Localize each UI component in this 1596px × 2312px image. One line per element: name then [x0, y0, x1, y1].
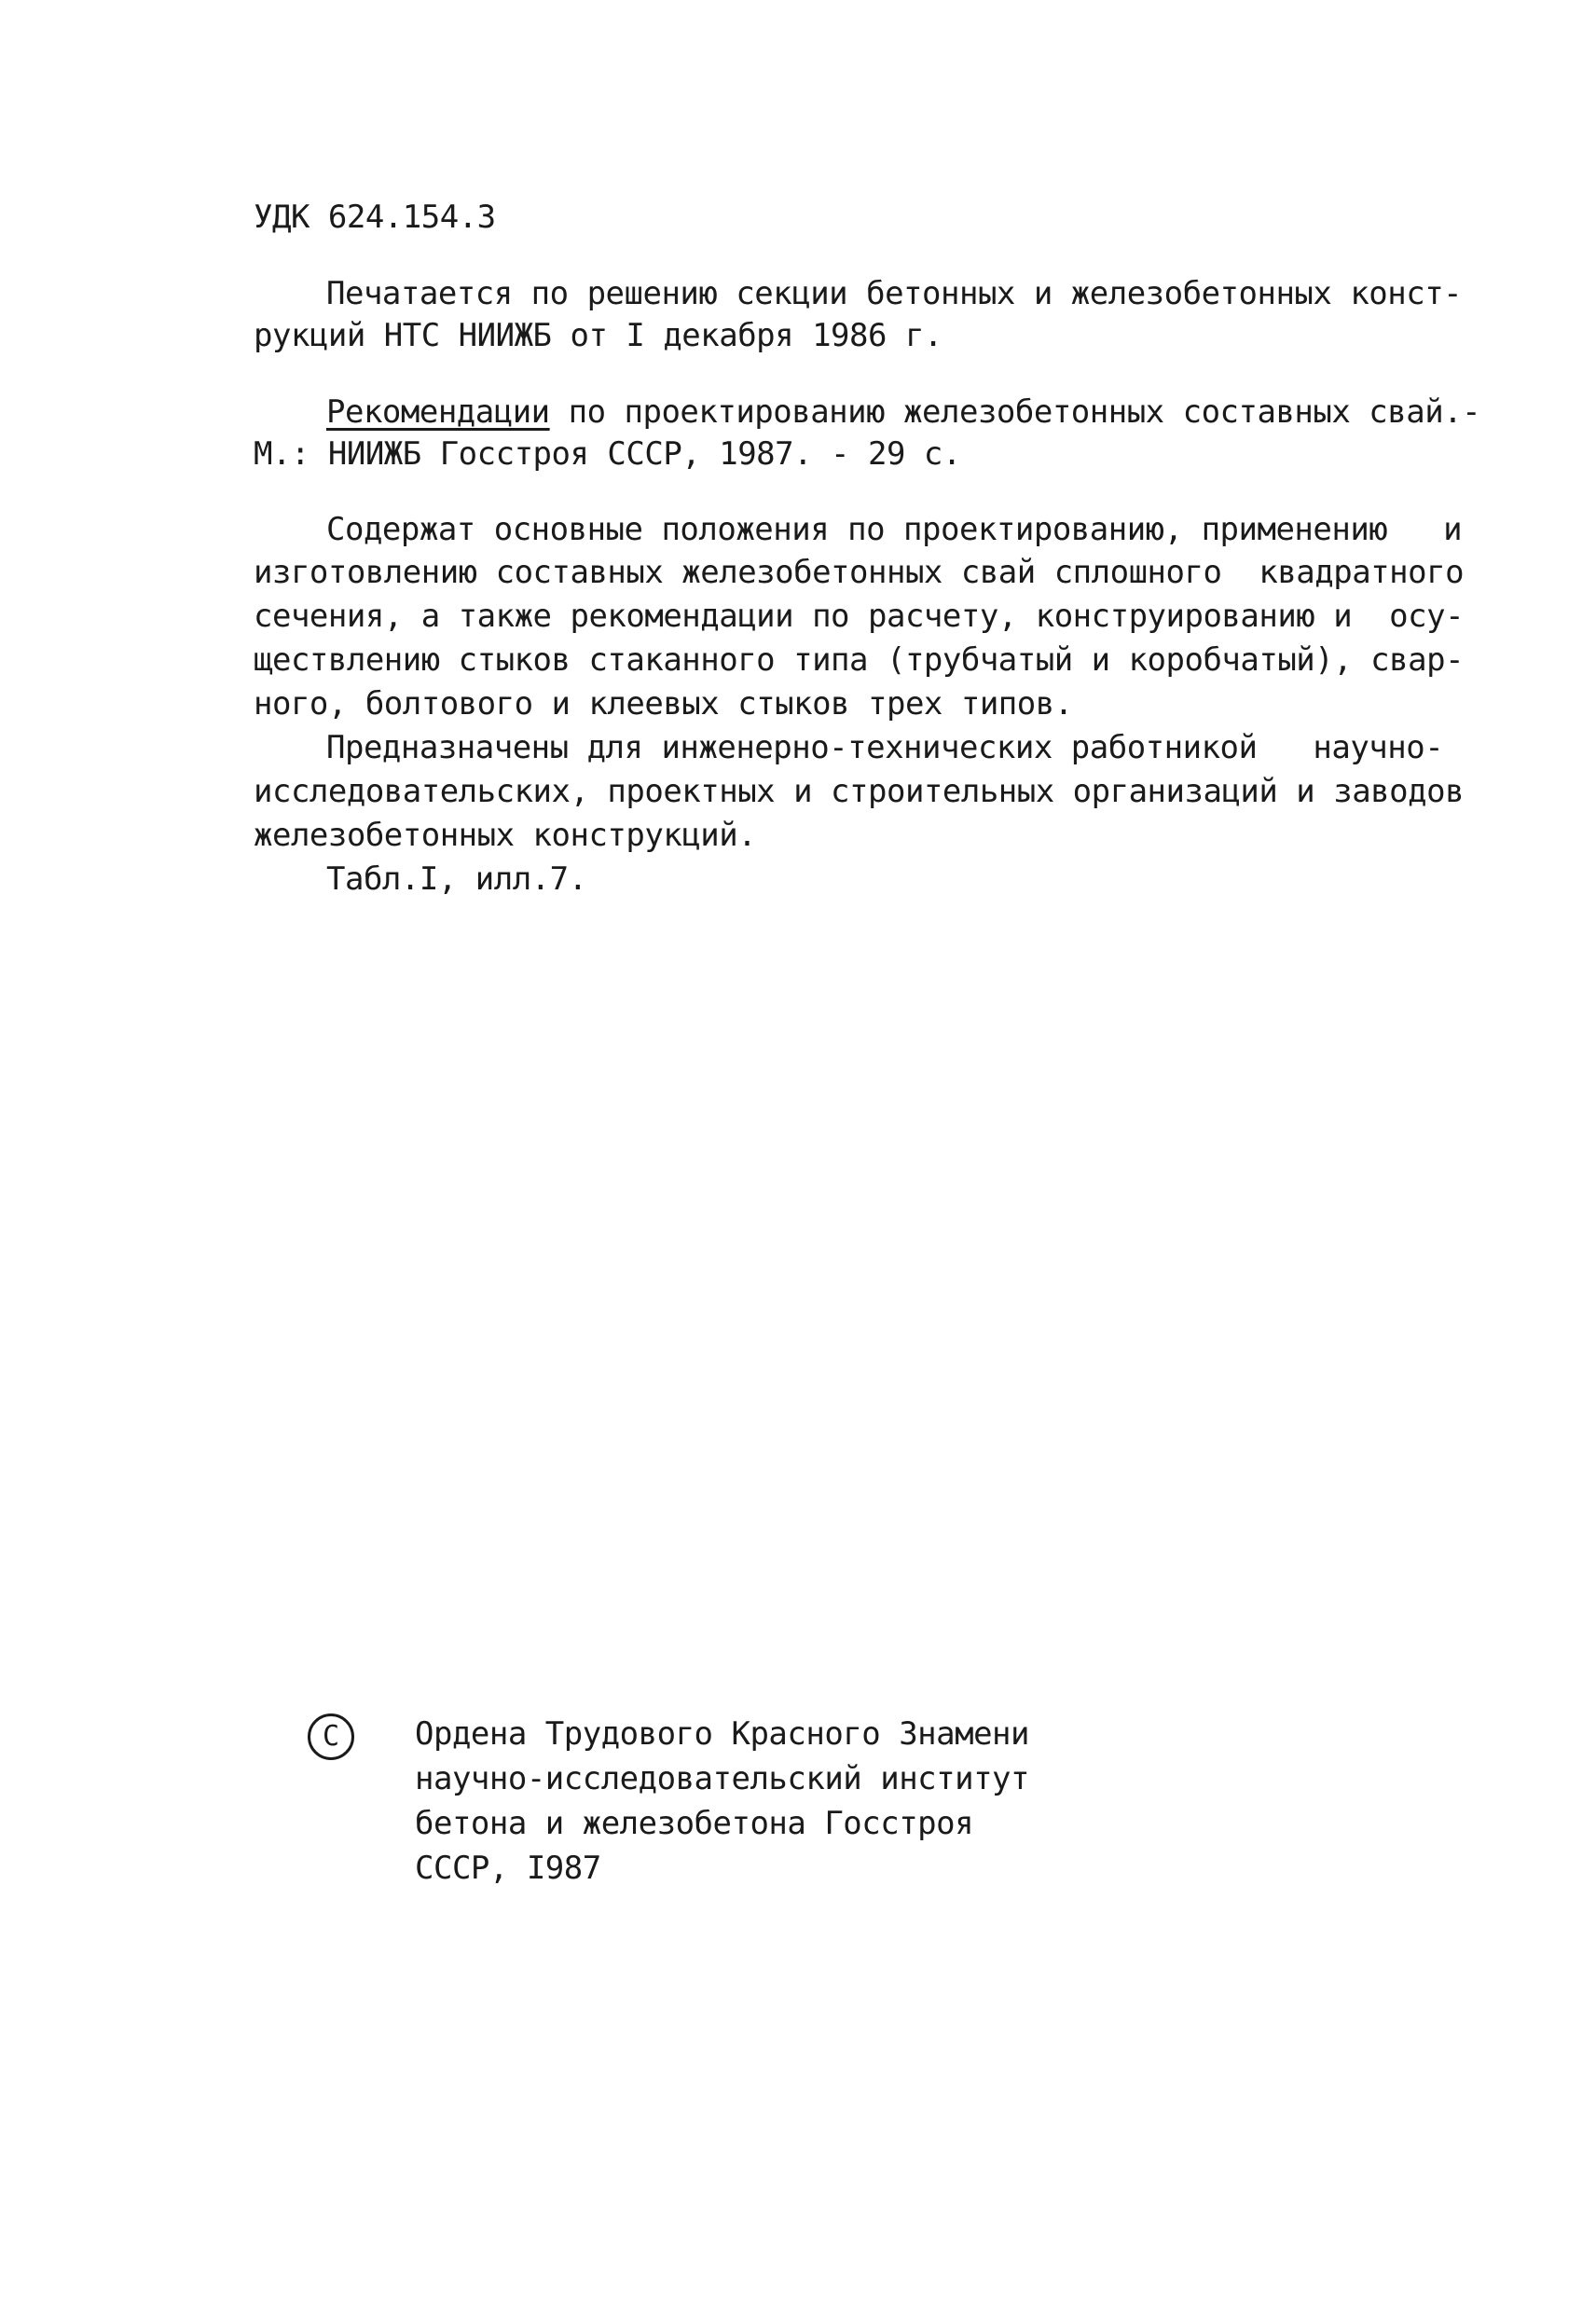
udk-code: УДК 624.154.3 — [254, 199, 496, 236]
citation-title-rest: по проектированию железобетонных составных свай.- — [549, 393, 1481, 431]
decision-line-2: рукций НТС НИИЖБ от I декабря 1986 г. — [254, 317, 942, 354]
copyright-line-1: Ордена Трудового Красного Знамени — [415, 1715, 1030, 1753]
abstract-line-1: Содержат основные положения по проектированию, применению и — [326, 511, 1463, 548]
copyright-line-3: бетона и железобетона Госстроя — [415, 1805, 974, 1842]
tables-figures: Табл.I, илл.7. — [326, 860, 587, 898]
citation-line-2: М.: НИИЖБ Госстроя СССР, 1987. - 29 с. — [254, 435, 961, 473]
copyright-icon — [308, 1713, 354, 1760]
citation-title-underlined: Рекомендации — [326, 393, 550, 431]
intended-line-1: Предназначены для инженерно-технических работникой научно- — [326, 729, 1444, 766]
copyright-line-2: научно-исследовательский институт — [415, 1760, 1030, 1797]
abstract-line-4: ществлению стыков стаканного типа (трубчатый и коробчатый), свар- — [254, 641, 1465, 679]
abstract-line-3: сечения, а также рекомендации по расчету, конструированию и осу- — [254, 598, 1465, 635]
citation-line-1 — [326, 393, 1480, 431]
abstract-line-5: ного, болтового и клеевых стыков трех типов. — [254, 685, 1073, 722]
decision-line-1: Печатается по решению секции бетонных и железобетонных конст- — [326, 275, 1463, 312]
copyright-mark-letter: С — [322, 1720, 340, 1753]
intended-line-3: железобетонных конструкций. — [254, 817, 757, 854]
abstract-line-2: изготовлению составных железобетонных свай сплошного квадратного — [254, 554, 1465, 591]
copyright-line-4: СССР, I987 — [415, 1850, 601, 1887]
intended-line-2: исследовательских, проектных и строительных организаций и заводов — [254, 773, 1465, 810]
